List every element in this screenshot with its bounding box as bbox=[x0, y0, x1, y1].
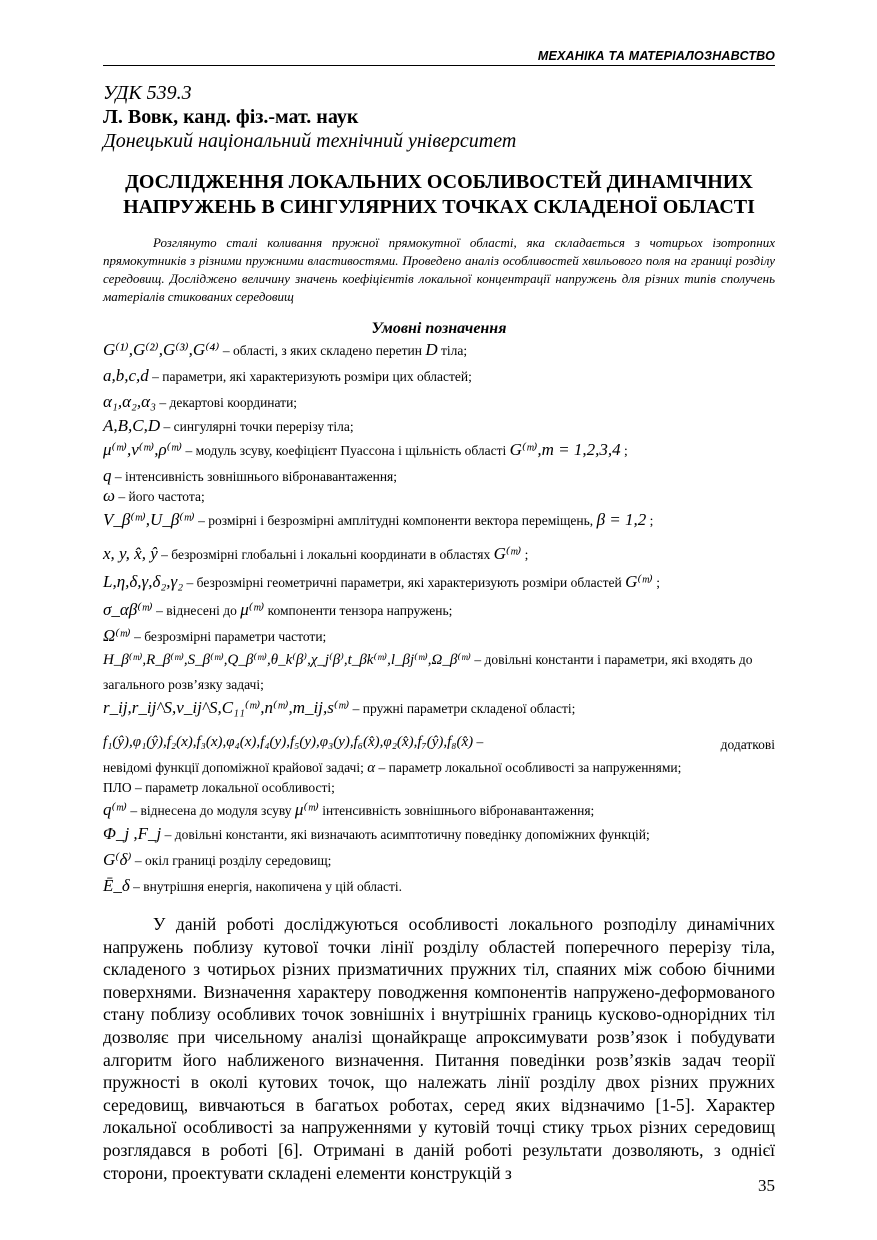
notation-symbol: G⁽¹⁾,G⁽²⁾,G⁽³⁾,G⁽⁴⁾ bbox=[103, 340, 220, 359]
notation-item bbox=[103, 466, 775, 486]
notation-item bbox=[103, 544, 775, 564]
notation-symbol: q⁽ᵐ⁾ bbox=[103, 800, 127, 819]
notation-symbol-inline: G⁽ᵐ⁾,m = 1,2,3,4 bbox=[509, 440, 621, 459]
notation-desc: – модуль зсуву, коефіцієнт Пуассона і щільність області bbox=[182, 443, 510, 458]
notation-item bbox=[103, 824, 775, 844]
notation-desc: – окіл границі розділу середовищ; bbox=[131, 853, 332, 868]
continuation-tail: – параметр локальної особливості за напруженнями; bbox=[375, 760, 682, 775]
notation-desc-tail: інтенсивність зовнішнього вібронавантаження; bbox=[318, 803, 595, 818]
notation-desc: – безрозмірні глобальні і локальні координати в областях bbox=[157, 547, 494, 562]
notation-desc: – внутрішня енергія, накопичена у цій області. bbox=[129, 879, 403, 894]
notation-desc: – довільні константи, які визначають асимптотичну поведінку допоміжних функцій; bbox=[161, 827, 650, 842]
notation-symbol-inline: G⁽ᵐ⁾ bbox=[625, 572, 653, 591]
abstract: Розглянуто сталі коливання пружної прямокутної області, яка складається з чотирьох ізотропних прямокутників з різними пружними властивостями. Проведено аналіз особливостей хвильового поля на границі розділу середовищ. Досліджено величину значень коефіцієнтів локальної концентрації напружень для різних типів сполучень матеріалів стикованих середовищ bbox=[103, 235, 775, 304]
notation-symbol: V_β⁽ᵐ⁾,U_β⁽ᵐ⁾ bbox=[103, 510, 195, 529]
notation-desc: – сингулярні точки перерізу тіла; bbox=[160, 419, 354, 434]
header-rule bbox=[103, 65, 775, 66]
title-line-2: НАПРУЖЕНЬ В СИНГУЛЯРНИХ ТОЧКАХ СКЛАДЕНОЇ ОБЛАСТІ bbox=[123, 196, 755, 218]
page-number: 35 bbox=[758, 1176, 775, 1195]
continuation-symbol: α bbox=[367, 760, 376, 776]
notation-desc-right: додаткові bbox=[720, 737, 775, 752]
notation-symbol: H_β⁽ᵐ⁾,R_β⁽ᵐ⁾,S_β⁽ᵐ⁾,Q_β⁽ᵐ⁾,θ_k⁽β⁾,χ_j⁽β⁾,t_βk⁽ᵐ⁾,l_βj⁽ᵐ⁾,Ω_β⁽ᵐ⁾ bbox=[103, 652, 471, 668]
notation-symbol: Ω⁽ᵐ⁾ bbox=[103, 626, 131, 645]
notation-desc: – параметри, які характеризують розміри цих областей; bbox=[148, 369, 472, 384]
notation-item bbox=[103, 650, 775, 669]
notation-item bbox=[103, 416, 775, 436]
notation-desc-tail: ; bbox=[620, 443, 628, 458]
notation-item bbox=[103, 698, 775, 718]
notation-plain-item: ПЛО – параметр локальної особливості; bbox=[103, 780, 335, 795]
notation-symbol: x, y, x̂, ŷ bbox=[103, 544, 158, 563]
notation-desc: – bbox=[473, 734, 484, 749]
notation-desc: – області, з яких складено перетин bbox=[219, 343, 426, 358]
notation-item bbox=[103, 572, 775, 592]
notation-symbol: A,B,C,D bbox=[103, 416, 161, 435]
title-line-1: ДОСЛІДЖЕННЯ ЛОКАЛЬНИХ ОСОБЛИВОСТЕЙ ДИНАМІЧНИХ bbox=[125, 171, 753, 193]
notation-symbol: μ⁽ᵐ⁾,ν⁽ᵐ⁾,ρ⁽ᵐ⁾ bbox=[103, 440, 183, 459]
notation-desc: – інтенсивність зовнішнього вібронавантаження; bbox=[111, 469, 398, 484]
notation-symbol: α₁,α₂,α₃ bbox=[103, 392, 157, 411]
notation-desc: – безрозмірні геометричні параметри, які характеризують розміри областей bbox=[183, 575, 626, 590]
notation-item-continuation: загального розв’язку задачі; bbox=[103, 677, 264, 692]
notation-desc-tail: компоненти тензора напружень; bbox=[264, 603, 453, 618]
affiliation: Донецький національний технічний університет bbox=[103, 130, 517, 152]
notation-symbol: Ē_δ bbox=[103, 876, 130, 895]
notation-desc: – розмірні і безрозмірні амплітудні компоненти вектора переміщень, bbox=[194, 513, 597, 528]
notation-item bbox=[103, 366, 775, 386]
notation-symbol-inline: μ⁽ᵐ⁾ bbox=[294, 800, 319, 819]
notation-symbol: G⁽δ⁾ bbox=[103, 850, 132, 869]
notation-desc: – пружні параметри складеної області; bbox=[349, 701, 576, 716]
notation-symbol: σ_αβ⁽ᵐ⁾ bbox=[103, 600, 153, 619]
notation-symbol-inline: G⁽ᵐ⁾ bbox=[493, 544, 522, 563]
notation-desc-tail: тіла; bbox=[437, 343, 468, 358]
notation-symbol: q bbox=[103, 466, 112, 485]
notation-item bbox=[103, 876, 775, 896]
notation-symbol-inline: μ⁽ᵐ⁾ bbox=[240, 600, 265, 619]
notation-symbol-inline: β = 1,2 bbox=[596, 510, 647, 529]
body-paragraph: У даній роботі досліджуються особливості локального розподілу динамічних напружень поблизу кутової точки лінії розділу областей поперечного перерізу тіла, складеного з чотирьох різних призматичних пружних тіл, спаяних між собою бічними поверхнями. Визначення характеру поводження компонентів напружено-деформованого стану поблизу особливих точок зовнішніх і внутрішніх границь кусково-однорідних тіл дозволяє при чисельному аналізі щонайкраще апроксимувати розв’язок і побудувати алгоритм його наближеного визначення. Питання поведінки розв’язків задач теорії пружності в околі кутових точок, що належать лінії розділу двох різних пружних середовищ, вивчаються в багатьох роботах, серед яких відзначимо [1-5]. Характер локальної особливості за напруженнями у кутовій точці стику трьох різних середовищ розглядався в роботі [6]. Отримані в даній роботі результати дозволяють, з однієї сторони, проектувати складені елементи конструкцій з bbox=[103, 914, 775, 1183]
notation-desc-tail: ; bbox=[521, 547, 529, 562]
notation-item bbox=[103, 600, 775, 620]
notation-symbol: ω bbox=[103, 486, 116, 505]
notation-desc: – віднесені до bbox=[152, 603, 241, 618]
notation-item bbox=[103, 340, 775, 360]
continuation-text: невідомі функції допоміжної крайової задачі; bbox=[103, 760, 368, 775]
notation-item bbox=[103, 440, 775, 460]
udc-code: УДК 539.3 bbox=[103, 82, 192, 104]
notation-item bbox=[103, 734, 775, 751]
notation-item bbox=[103, 510, 775, 530]
notation-item bbox=[103, 392, 775, 412]
notation-symbol: r_ij,r_ij^S,ν_ij^S,C₁₁⁽ᵐ⁾,n⁽ᵐ⁾,m_ij,s⁽ᵐ⁾ bbox=[103, 698, 350, 717]
notation-symbol: L,η,δ,γ,δ₂,γ₂ bbox=[103, 572, 184, 591]
notation-heading: Умовні позначення bbox=[371, 320, 507, 337]
notation-symbol: Φ_j ,F_j bbox=[103, 824, 162, 843]
notation-desc-tail: ; bbox=[646, 513, 654, 528]
journal-section-title: МЕХАНІКА ТА МАТЕРІАЛОЗНАВСТВО bbox=[537, 49, 775, 63]
notation-desc: – його частота; bbox=[115, 489, 205, 504]
article-title bbox=[103, 170, 775, 220]
notation-desc: – віднесена до модуля зсуву bbox=[126, 803, 295, 818]
notation-symbol: f₁(ŷ),φ₁(ŷ),f₂(x),f₃(x),φ₄(x),f₄(y),f₅(y),φ₃(y),f₆(x̂),φ₂(x̂),f₇(ŷ),f₈(x̂) bbox=[103, 734, 474, 750]
author-line: Л. Вовк, канд. фіз.-мат. наук bbox=[103, 106, 359, 128]
notation-item-continuation bbox=[103, 760, 681, 777]
notation-symbol: a,b,c,d bbox=[103, 366, 149, 385]
notation-symbol-inline: D bbox=[425, 340, 438, 359]
notation-item bbox=[103, 800, 775, 820]
notation-desc: – безрозмірні параметри частоти; bbox=[130, 629, 327, 644]
notation-item bbox=[103, 850, 775, 870]
notation-desc: – декартові координати; bbox=[156, 395, 298, 410]
notation-item bbox=[103, 486, 775, 506]
notation-desc-tail: ; bbox=[652, 575, 660, 590]
notation-item bbox=[103, 626, 775, 646]
notation-desc: – довільні константи і параметри, які входять до bbox=[470, 652, 753, 667]
